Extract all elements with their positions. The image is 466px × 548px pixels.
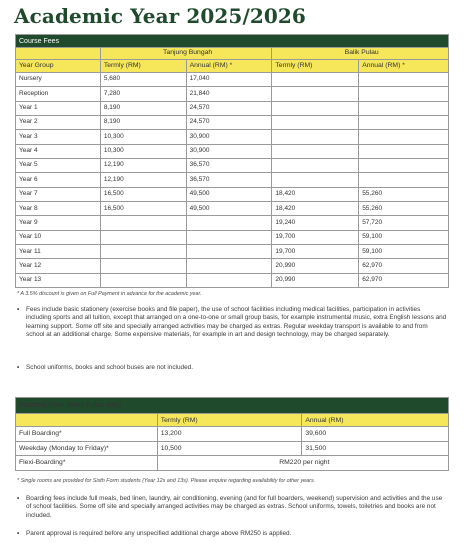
fee-bp-termly xyxy=(272,87,359,101)
boarding-termly: 10,500 xyxy=(157,441,302,456)
fee-bp-termly xyxy=(272,130,359,144)
fee-tb-annual: 49,500 xyxy=(186,202,272,216)
fee-bp-annual xyxy=(359,87,449,101)
col-tb-annual: Annual (RM) * xyxy=(186,60,272,73)
fee-bp-annual: 55,260 xyxy=(359,187,449,201)
page-title: Academic Year 2025/2026 xyxy=(14,4,306,28)
fee-tb-termly xyxy=(100,273,186,287)
fee-note-text: School uniforms, books and school buses are not included. xyxy=(26,364,193,371)
fee-bp-termly xyxy=(272,73,359,87)
fee-tb-annual xyxy=(186,216,272,230)
fee-year-group: Year 3 xyxy=(16,130,101,144)
campus-balik-pulau: Balik Pulau xyxy=(272,48,449,60)
boarding-col-annual: Annual (RM) xyxy=(302,414,449,427)
fee-year-group: Year 10 xyxy=(16,230,101,244)
fee-year-group: Year 7 xyxy=(16,187,101,201)
fee-row xyxy=(16,130,449,144)
boarding-col-termly: Termly (RM) xyxy=(157,414,302,427)
boarding-annual: 31,500 xyxy=(302,441,449,456)
fee-bp-annual: 59,100 xyxy=(359,230,449,244)
fee-year-group: Year 13 xyxy=(16,273,101,287)
fee-tb-termly: 16,500 xyxy=(100,202,186,216)
col-bp-termly: Termly (RM) xyxy=(272,60,359,73)
fee-year-group: Year 12 xyxy=(16,259,101,273)
fee-bp-termly: 18,420 xyxy=(272,187,359,201)
fee-tb-termly xyxy=(100,259,186,273)
boarding-type: Full Boarding* xyxy=(16,427,158,442)
fee-note-text: Fees include basic stationery (exercise books and file paper), the use of school facilities including medical facilities, participation in activities including sports and all tuition, except that arranged on a one-to-one or small group basis, for example instrumental music, extra English lessons and learning support. Some off site and specially arranged activities may be charged as extras. Regular weekday transport is available to and from school at an additional charge. Some expensive materials, for example in art and design technology, may be charged separately. xyxy=(26,306,447,338)
fee-bp-annual xyxy=(359,130,449,144)
fee-bp-termly: 18,420 xyxy=(272,202,359,216)
flexi-value: RM220 per night xyxy=(157,456,448,471)
fee-tb-annual: 24,570 xyxy=(186,116,272,130)
course-fees-table xyxy=(15,34,449,288)
fee-tb-termly xyxy=(100,230,186,244)
fee-bp-termly: 19,700 xyxy=(272,245,359,259)
boarding-annual: 39,600 xyxy=(302,427,449,442)
fee-year-group: Reception xyxy=(16,87,101,101)
boarding-column-header-row xyxy=(16,414,449,427)
fee-year-group: Year 6 xyxy=(16,173,101,187)
fee-tb-termly: 8,190 xyxy=(100,116,186,130)
fee-tb-annual: 36,570 xyxy=(186,159,272,173)
fee-bp-annual xyxy=(359,101,449,115)
fee-bp-annual: 57,720 xyxy=(359,216,449,230)
fee-bp-termly xyxy=(272,116,359,130)
course-fees-label: Course Fees xyxy=(16,35,449,48)
fee-tb-annual xyxy=(186,259,272,273)
fee-row xyxy=(16,101,449,115)
fee-tb-termly: 5,680 xyxy=(100,73,186,87)
bullet-dot: • xyxy=(17,530,20,537)
boarding-header-bar xyxy=(16,398,449,414)
fee-bp-annual: 55,260 xyxy=(359,202,449,216)
fee-year-group: Year 9 xyxy=(16,216,101,230)
fee-bp-annual xyxy=(359,73,449,87)
fee-bp-termly: 20,990 xyxy=(272,273,359,287)
bullet-dot: • xyxy=(17,364,20,371)
fee-year-group: Year 11 xyxy=(16,245,101,259)
fee-note-1 xyxy=(17,306,447,339)
fee-bp-termly xyxy=(272,159,359,173)
fee-tb-annual xyxy=(186,230,272,244)
fee-row xyxy=(16,87,449,101)
fee-tb-termly: 7,280 xyxy=(100,87,186,101)
boarding-note-text: Boarding fees include full meals, bed linen, laundry, air conditioning, evening (and for full boarders, weekend) supervision and activities and the use of school facilities. Some off site and specially arranged activities may be charged as extras. School uniforms, towels, toiletries and books are not included. xyxy=(26,495,443,519)
fee-tb-termly: 10,300 xyxy=(100,130,186,144)
col-tb-termly: Termly (RM) xyxy=(100,60,186,73)
fee-tb-termly: 8,190 xyxy=(100,101,186,115)
boarding-termly: 13,200 xyxy=(157,427,302,442)
boarding-label: Boarding Fees (Balik Pulau only) xyxy=(16,398,449,414)
fee-row xyxy=(16,230,449,244)
fee-bp-termly: 20,990 xyxy=(272,259,359,273)
fee-note-2 xyxy=(17,364,447,372)
fee-year-group: Year 4 xyxy=(16,144,101,158)
fee-bp-annual: 62,970 xyxy=(359,259,449,273)
fee-row xyxy=(16,245,449,259)
course-fees-header-bar xyxy=(16,35,449,48)
fee-tb-annual: 17,040 xyxy=(186,73,272,87)
fee-bp-termly: 19,700 xyxy=(272,230,359,244)
fee-tb-termly: 10,300 xyxy=(100,144,186,158)
boarding-flexi-row xyxy=(16,456,449,471)
discount-note: * A 3.5% discount is given on Full Payment in advance for the academic year. xyxy=(17,291,202,297)
flexi-label: Flexi-Boarding* xyxy=(16,456,158,471)
fee-row xyxy=(16,202,449,216)
fee-row xyxy=(16,116,449,130)
campus-header-row xyxy=(16,48,449,60)
fee-tb-annual: 30,900 xyxy=(186,130,272,144)
fee-row xyxy=(16,159,449,173)
col-bp-annual: Annual (RM) * xyxy=(359,60,449,73)
fee-tb-annual xyxy=(186,245,272,259)
fee-tb-termly xyxy=(100,245,186,259)
fee-tb-termly xyxy=(100,216,186,230)
campus-tanjung-bungah: Tanjung Bungah xyxy=(100,48,272,60)
fee-bp-termly: 19,240 xyxy=(272,216,359,230)
boarding-rooms-note: * Single rooms are provided for Sixth Form students (Year 12s and 13s). Please enquire regarding availability for other years. xyxy=(17,478,316,484)
boarding-note-2 xyxy=(17,530,447,538)
fee-tb-annual: 30,900 xyxy=(186,144,272,158)
boarding-fees-table xyxy=(15,397,449,471)
fee-year-group: Year 8 xyxy=(16,202,101,216)
fee-row xyxy=(16,187,449,201)
fee-bp-termly xyxy=(272,144,359,158)
bullet-dot: • xyxy=(17,306,20,313)
fee-row xyxy=(16,273,449,287)
fee-year-group: Year 1 xyxy=(16,101,101,115)
fee-row xyxy=(16,173,449,187)
boarding-note-1 xyxy=(17,495,447,520)
fee-bp-termly xyxy=(272,101,359,115)
boarding-type: Weekday (Monday to Friday)* xyxy=(16,441,158,456)
boarding-row xyxy=(16,441,449,456)
fee-row xyxy=(16,259,449,273)
fee-tb-termly: 12,190 xyxy=(100,173,186,187)
fee-tb-annual: 24,570 xyxy=(186,101,272,115)
fee-bp-termly xyxy=(272,173,359,187)
col-year-group: Year Group xyxy=(16,60,101,73)
fee-tb-annual: 21,840 xyxy=(186,87,272,101)
fee-bp-annual xyxy=(359,144,449,158)
fee-tb-termly: 16,500 xyxy=(100,187,186,201)
boarding-col-blank xyxy=(16,414,158,427)
boarding-note-text: Parent approval is required before any unspecified additional charge above RM250 is applied. xyxy=(26,530,292,537)
fee-year-group: Year 5 xyxy=(16,159,101,173)
fee-tb-termly: 12,190 xyxy=(100,159,186,173)
fee-year-group: Year 2 xyxy=(16,116,101,130)
fee-bp-annual xyxy=(359,116,449,130)
fee-bp-annual xyxy=(359,159,449,173)
fee-year-group: Nursery xyxy=(16,73,101,87)
column-header-row xyxy=(16,60,449,73)
fee-row xyxy=(16,73,449,87)
fee-tb-annual: 36,570 xyxy=(186,173,272,187)
fee-row xyxy=(16,144,449,158)
fee-bp-annual: 59,100 xyxy=(359,245,449,259)
fee-bp-annual: 62,970 xyxy=(359,273,449,287)
fee-tb-annual: 49,500 xyxy=(186,187,272,201)
campus-header-blank xyxy=(16,48,101,60)
boarding-row xyxy=(16,427,449,442)
fee-tb-annual xyxy=(186,273,272,287)
fee-bp-annual xyxy=(359,173,449,187)
fee-row xyxy=(16,216,449,230)
bullet-dot: • xyxy=(17,495,20,502)
